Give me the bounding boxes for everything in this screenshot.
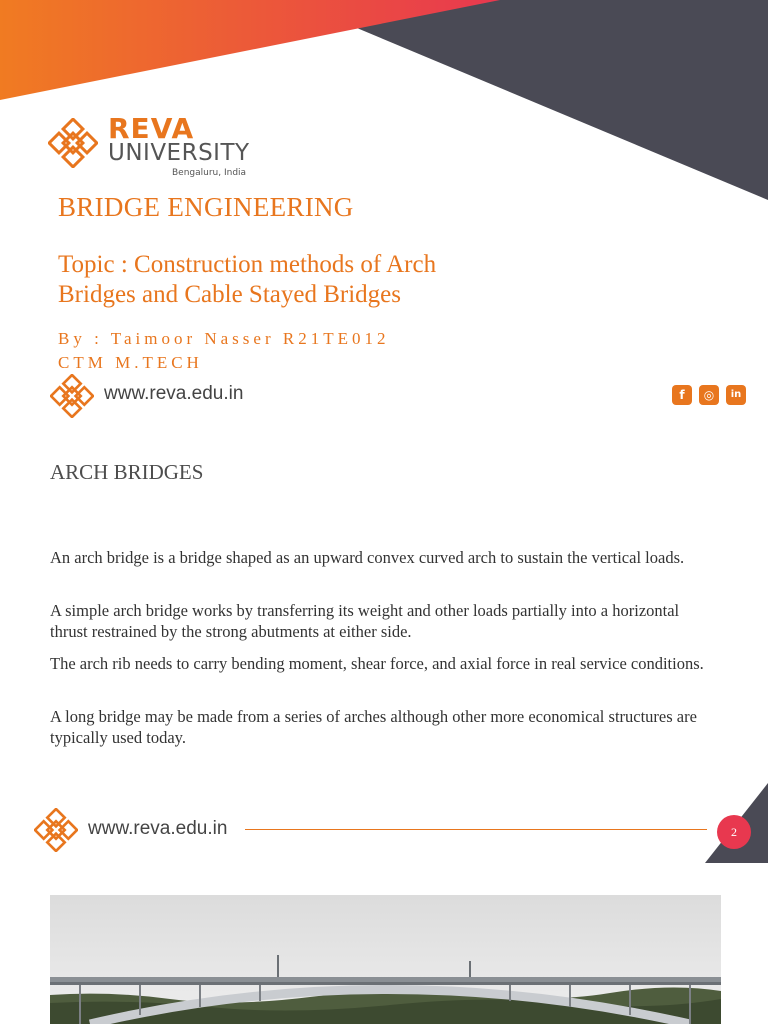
brand-subtitle: UNIVERSITY	[108, 140, 250, 166]
paragraph-4: A long bridge may be made from a series of arches although other more economical structures are typically used today.	[50, 707, 697, 747]
dark-corner-shape	[290, 0, 768, 200]
footer-divider	[245, 829, 707, 830]
program-line: CTM M.TECH	[58, 353, 203, 372]
paragraph-1: An arch bridge is a bridge shaped as an upward convex curved arch to sustain the vertical loads.	[50, 548, 685, 567]
brand-location: Bengaluru, India	[172, 168, 247, 178]
topic-line-1: Topic : Construction methods of Arch	[58, 251, 437, 278]
bridge-illustration	[50, 895, 721, 1024]
brand-name: REVA	[108, 112, 195, 145]
reva-knot-logo-icon	[48, 118, 98, 168]
website-link[interactable]: www.reva.edu.in	[104, 383, 244, 404]
page-number-badge: 2	[717, 815, 751, 849]
footer-knot-icon	[50, 374, 94, 418]
topic-line-2: Bridges and Cable Stayed Bridges	[58, 281, 401, 308]
website-link-2[interactable]: www.reva.edu.in	[88, 818, 228, 839]
content-slide	[0, 418, 768, 863]
author-line: By : Taimoor Nasser R21TE012	[58, 329, 390, 348]
facebook-icon[interactable]: f	[672, 385, 692, 405]
paragraph-2: A simple arch bridge works by transferring its weight and other loads partially into a horizontal thrust restrained by the strong abutments at either side.	[50, 601, 680, 641]
topic-text	[58, 250, 528, 310]
author-block	[58, 327, 389, 375]
instagram-icon[interactable]: ◎	[699, 385, 719, 405]
arch-bridge-photo	[50, 895, 721, 1024]
title-slide	[0, 0, 768, 418]
section-heading: ARCH BRIDGES	[50, 460, 204, 484]
paragraph-3: The arch rib needs to carry bending moment, shear force, and axial force in real service conditions.	[50, 654, 704, 673]
linkedin-icon[interactable]: in	[726, 385, 746, 405]
slide-title: BRIDGE ENGINEERING	[58, 192, 354, 222]
footer-knot-icon-2	[34, 808, 78, 852]
